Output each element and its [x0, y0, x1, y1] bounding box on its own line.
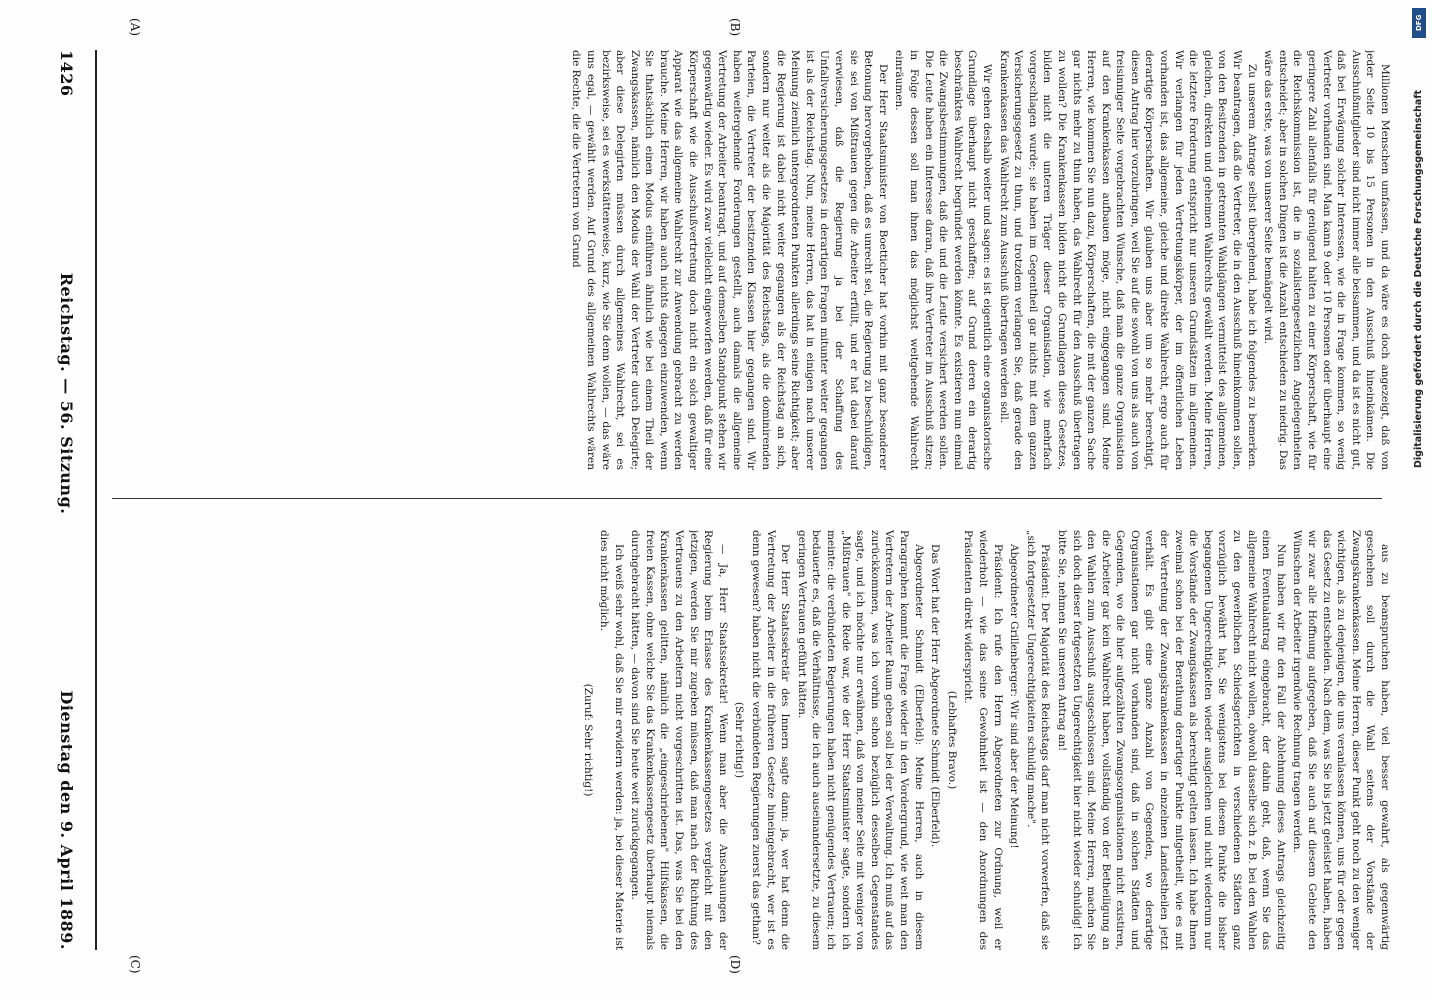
page-number: 1426 [57, 50, 77, 97]
section-letter-c: (C) [128, 955, 142, 974]
right-paragraph: aus zu beanspruchen haben, viel besser gewahrt, als gegenwärtig geschehen soll durch die Wahl seitens der Vorstände der Zwangskrankenkassen. Meine Herren, dieser Punkt geht noch zu den weniger wichtigen, als zu denjenigen, die uns veranlassen können, uns für oder gegen das Gesetz zu entscheiden. Nach dem, was Sie bis jetzt geleistet haben, haben wir zwar alle Hoffnung aufgegeben, daß Sie auch auf diesem Gebiete den Wünschen der Arbeiter irgendwie Rechnung tragen werden. [1291, 530, 1391, 950]
right-paragraph: Der Herr Staatssekretär des Innern sagte dann: ja, wer hat denn die Vertretung der Arbeiter in die früheren Gesetze hineingebracht, wer ist es denn gewesen? haben nicht die verbündeten Regierungen zuerst das gethan? [750, 530, 792, 950]
left-paragraph: Millionen Menschen umfassen, und da wäre es doch angezeigt, daß von jeder Seite 10 bis 15 Personen in den Ausschuß hineinkämen. Die Ausschußmitglieder sind nicht immer alle beisammen, und da ist es nicht gut, daß bei Erwägung solcher Interessen, wie die in Frage kommen, so wenig Vertreter vorhanden sind. Man kann 9 oder 10 Personen oder überhaupt eine geringere Zahl allenfalls für genügend halten zu einer Körperschaft, wie für die Reichskommission ist, die in sozialistengesetzlichen Angelegenheiten entscheidet; aber in solchen Dingen ist die Anzahl entschieden zu niedrig. Das wäre das erste, was von unserer Seite bemängelt wird. [1262, 50, 1391, 470]
left-paragraph: Der Herr Staatsminister von Boetticher hat vorhin mit ganz besonderer Betonung hervorgehoben, daß es unrecht sei, die Regierung zu beschuldigen, sie sei von Mißtrauen gegen die Arbeiter erfüllt, und er hat dabei darauf verwiesen, daß die Regierung ja bei der Schaffung des Unfallversicherungsgesetzes in derartigen Fragen mitunter weiter gegangen ist als der Reichstag. Nun, meine Herren, das hat in einigen nach unserer Meinung ziemlich untergeordneten Punkten allerdings seine Richtigkeit; aber die Regierung ist dabei nicht weiter gegangen als der Reichstag an sich, sondern nur weiter als die Majorität des Reichstags, als die dominirenden Parteien, die Vertreter der besitzenden Klassen hier gegangen sind. Wir haben weitergehende Forderungen gestellt, auch damals die allgemeine Vertretung der Arbeiter beantragt, und auf demselben Standpunkt stehen wir gegenwärtig wieder. Es wird zwar vielleicht eingeworfen werden, daß für eine Körperschaft wie die Ausschußvertretung doch nicht ein solch gewaltiger Apparat wie das allgemeine Wahlrecht zur Anwendung gebracht zu werden brauche. Meine Herren, wir haben auch nichts dagegen einzuwenden, wenn Sie thatsächlich einen Modus einführen ähnlich wie bei einem Theil der Zwangskassen, nämlich den Modus der Wahl der Vertreter durch Delegirte; aber diese Delegirten müssen durch allgemeines Wahlrecht, sei es bezirksweise, sei es werkstättenweise, kurz, wie Sie denn wollen, — das wäre uns egal, — gewählt werden. Auf Grund des allgemeinen Wahlrechts wären die Rechte, die die Vertretern von Grund [570, 50, 889, 470]
right-paragraph: — Ja, Herr Staatssekretär! Wenn man aber die Anschauungen der Regierung beim Erlasse des Krankenkassengesetzes vergleicht mit den jetzigen, werden Sie mir zugeben müssen, daß man nach der Richtung des Vertrauens zu den Arbeitern nicht vorgeschritten ist. Das, was Sie bei den Krankenkassen gelitten, nämlich die „eingeschriebenen" Hilfskassen, die freien Kassen, ohne welche Sie das Krankenkassengesetz überhaupt niemals durchgebracht hätten, — davon sind Sie heute weit zurückgegangen. [629, 530, 729, 950]
right-paragraph: Präsident: Ich rufe den Herrn Abgeordneten zur Ordnung, weil er wiederholt — wie das seine Gewohnheit ist — den Anordnungen des Präsidenten direkt widerspricht. [962, 530, 1004, 950]
digitization-credit: Digitalisierung gefördert durch die Deutsche Forschungsgemeinschaft [1413, 90, 1424, 468]
right-paragraph: (Lebhaftes Bravo.) [945, 690, 958, 790]
right-paragraph: (Zuruf: Sehr richtig!) [581, 683, 594, 797]
right-paragraph: Nun haben wir für den Fall der Ablehnung dieses Antrags gleichzeitig einen Eventualantrag eingebracht, der dahin geht, daß, wenn Sie das allgemeine Wahlrecht nicht wollen, obwohl dasselbe sich z. B. bei den Wahlen zu den gewerblichen Schiedsgerichten in verschiedenen Städten ganz vorzüglich bewährt hat, Sie wenigstens bei diesem Punkte die bisher begangenen Ungerechtigkeiten wieder ausgleichen und nicht wiederum nur die Vorstände der Zwangskassen als berechtigt gelten lassen. Ich habe Ihnen zweimal schon bei der Berathung derartiger Punkte mitgetheilt, wie es mit der Vertretung der Zwangskrankenkassen in einzelnen Landestheilen jetzt verhält. Es gibt eine ganze Anzahl von Gegenden, wo derartige Organisationen gar nicht vorhanden sind, daß in solchen Städten und Gegenden, wo die hier aufgezählten Zwangsorganisationen nicht existiren, die Arbeiter gar kein Wahlrecht haben, vollständig von der Betheiligung an den Wahlen zum Ausschuß ausgeschlossen sind. Meine Herren, machen Sie sich doch dieser fortgesetzten Ungerechtigkeit hier nicht wieder schuldig! Ich bitte Sie, nehmen Sie unseren Antrag an! [1055, 530, 1287, 950]
right-paragraph: Ich weiß sehr wohl, daß Sie mir erwidern werden: ja, bei dieser Materie ist dies nicht möglich. [598, 530, 625, 950]
right-paragraph: (Sehr richtig!) [733, 701, 746, 779]
left-paragraph: Zu unserem Antrage selbst übergehend, habe ich folgendes zu bemerken. Wir beantragen, daß die Vertreter, die in den Ausschuß hineinkommen sollen, von den Besitzenden in getrennten Wahlgängen vermittelst des allgemeinen, gleichen, direkten und geheimen Wahlrechts gewählt werden. Meine Herren, die letztere Forderung entspricht nur unseren Grundsätzen im allgemeinen. Wir verlangen für jeden Vertretungskörper, der im öffentlichen Leben vorhanden ist, das allgemeine, gleiche und direkte Wahlrecht, ergo auch für derartige Körperschaften. Wir glauben uns aber um so mehr berechtigt, diesen Antrag hier vorzubringen, weil Sie auf die sowohl von uns als auch von freisinniger Seite vorgebrachten Wünsche, daß man die ganze Organisation auf den Krankenkassen aufbauen möge, nicht eingegangen sind. Meine Herren, wie kommen Sie nun dazu, Körperschaften, die mit der ganzen Sache gar nichts mehr zu thun haben, das Wahlrecht für den Ausschuß übertragen zu wollen? Die Krankenkassen bilden nicht die Grundlagen dieses Gesetzes, bilden nicht die unteren Träger dieser Organisation, wie mehrfach vorgeschlagen wurde; sie haben im Gegentheil gar nichts mit dem ganzen Versicherungsgesetz zu thun, und trotzdem verlangen Sie, daß gerade den Krankenkassen das Wahlrecht zum Ausschuß übertragen werden soll. [997, 50, 1258, 470]
section-title: Reichstag. — 56. Sitzung. [57, 272, 77, 515]
left-paragraph: Wir gehen deshalb weiter und sagen: es ist eigentlich eine organisatorische Grundlage überhaupt nicht geschaffen; auf Grund deren ein derartig beschränktes Wahlrecht begründet werden könnte. Es existieren nun einmal die Zwangsbestimmungen, daß die und die Leute versichert werden sollen. Die Leute haben ein Interesse daran, daß ihre Vertreter im Ausschuß sitzen; in Folge dessen soll man ihnen das möglichst weitgehende Wahlrecht einräumen. [893, 50, 993, 470]
column-divider [112, 498, 1382, 499]
right-column [112, 530, 1392, 950]
page-date: Dienstag den 9. April 1889. [57, 690, 77, 950]
header-rule [95, 50, 97, 950]
section-letter-b: (B) [728, 18, 742, 37]
section-letter-a: (A) [128, 18, 142, 37]
right-paragraph: Abgeordneter Schmidt (Elberfeld): Meine Herren, auch in diesem Paragraphen kommt die Frage wieder in den Vordergrund, wie weit man den Vertretern der Arbeiter Raum geben soll bei der Verwaltung. Ich muß auf das zurückkommen, was ich vorhin schon bezüglich desselben Gegenstandes sagte, und ich möchte nur erwähnen, daß von meiner Seite mit weniger von „Mißtrauen" die Rede war, wie der Herr Staatsminister sagte, sondern ich meinte: die verbündeten Regierungen haben nicht genügendes Vertrauen; ich bedauerte es, daß die Verhältnisse, die ich auch auseinandersetzte, zu diesem geringen Vertrauen geführt hätten. [795, 530, 925, 950]
page-header [47, 50, 87, 950]
right-paragraph: Das Wort hat der Herr Abgeordnete Schmidt (Elberfeld). [929, 544, 942, 848]
left-column [112, 50, 1392, 470]
section-letter-d: (D) [728, 955, 742, 974]
right-paragraph: Präsident: Der Majorität des Reichstags darf man nicht vorwerfen, daß sie „sich fortgesetzter Ungerechtigkeiten schuldig mache". [1024, 530, 1052, 950]
dfg-logo: DFG [1412, 8, 1426, 38]
right-paragraph: Abgeordneter Grillenberger: Wir sind aber der Meinung! [1008, 544, 1021, 849]
